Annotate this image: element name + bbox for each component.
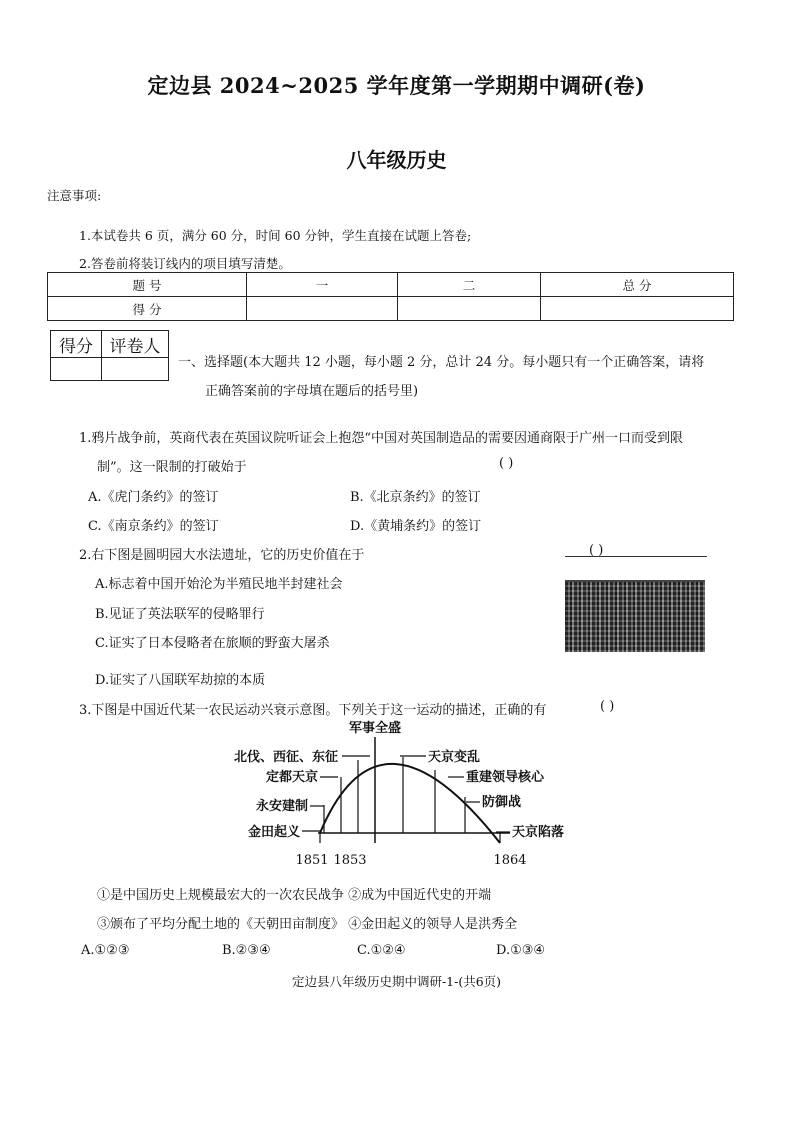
q3-option-d: D.①③④: [496, 943, 546, 958]
q1-option-d: D.《黄埔条约》的签订: [350, 519, 482, 534]
score-header-number: 题 号: [48, 273, 247, 297]
label-right-3: 防御战: [482, 795, 522, 810]
year-1864: 1864: [493, 853, 527, 868]
q1-stem: 1.鸦片战争前，英商代表在英国议院听证会上抱怨“中国对英国制造品的需要因通商限于广州一口而受到限: [79, 431, 684, 446]
exam-subtitle: 八年级历史: [346, 148, 447, 172]
q3-statement-2: ③颁布了平均分配土地的《天朝田亩制度》 ④金田起义的领导人是洪秀全: [97, 917, 518, 932]
score-cell-total[interactable]: [541, 297, 734, 321]
score-table: [47, 272, 734, 321]
q1-option-c: C.《南京条约》的签订: [88, 519, 219, 534]
q2-stem: 2.右下图是圆明园大水法遗址，它的历史价值在于: [79, 548, 365, 563]
page-footer: 定边县八年级历史期中调研-1-(共6页): [291, 974, 502, 989]
q2-bracket: ( ): [589, 543, 604, 558]
yuanmingyuan-ruins-photo: [565, 580, 705, 652]
label-right-4: 天京陷落: [512, 825, 565, 840]
grader-table: [50, 330, 169, 381]
q2-option-a: A.标志着中国开始沦为半殖民地半封建社会: [95, 577, 343, 592]
notice-heading: 注意事项:: [47, 188, 102, 203]
grader-score-label: 得分: [51, 331, 102, 358]
q2-option-c: C.证实了日本侵略者在旅顺的野蛮大屠杀: [95, 636, 330, 651]
grader-name-label: 评卷人: [102, 331, 169, 358]
year-1853: 1853: [333, 853, 367, 868]
section1-heading: 一、选择题(本大题共 12 小题，每小题 2 分，总计 24 分。每小题只有一个正确答案，请将: [178, 355, 705, 370]
label-left-1: 北伐、西征、东征: [233, 750, 338, 765]
score-cell-part2[interactable]: [398, 297, 541, 321]
label-left-3: 永安建制: [255, 799, 308, 814]
notice-item-1: 1.本试卷共 6 页，满分 60 分，时间 60 分钟，学生直接在试题上答卷;: [79, 228, 472, 243]
score-row-label: 得 分: [48, 297, 247, 321]
score-header-total: 总 分: [541, 273, 734, 297]
q1-bracket: ( ): [499, 456, 514, 471]
q3-option-b: B.②③④: [222, 943, 271, 958]
q2-option-d: D.证实了八国联军劫掠的本质: [95, 673, 266, 688]
grader-score-cell[interactable]: [51, 358, 102, 381]
label-right-2: 重建领导核心: [466, 770, 545, 785]
notice-item-2: 2.答卷前将装订线内的项目填写清楚。: [79, 256, 291, 271]
q3-statement-1: ①是中国历史上规模最宏大的一次农民战争 ②成为中国近代史的开端: [97, 888, 492, 903]
grader-name-cell[interactable]: [102, 358, 169, 381]
label-right-1: 天京变乱: [428, 750, 481, 765]
q3-option-a: A.①②③: [81, 943, 130, 958]
q3-stem: 3.下图是中国近代某一农民运动兴衰示意图。下列关于这一运动的描述，正确的有: [79, 703, 547, 718]
q1-stem-cont: 制”。这一限制的打破始于: [97, 460, 247, 475]
q2-bracket-line: [565, 556, 707, 557]
score-header-part1: 一: [247, 273, 398, 297]
label-peak: 军事全盛: [348, 721, 402, 736]
q3-option-c: C.①②④: [357, 943, 406, 958]
score-header-part2: 二: [398, 273, 541, 297]
q3-bracket: ( ): [600, 699, 615, 714]
label-left-4: 金田起义: [247, 825, 300, 840]
q1-option-a: A.《虎门条约》的签订: [88, 490, 219, 505]
q1-option-b: B.《北京条约》的签订: [350, 490, 481, 505]
q2-option-b: B.见证了英法联军的侵略罪行: [95, 607, 265, 622]
score-cell-part1[interactable]: [247, 297, 398, 321]
section1-heading-cont: 正确答案前的字母填在题后的括号里): [205, 384, 419, 399]
taiping-movement-diagram: [210, 715, 600, 875]
year-1851: 1851: [295, 853, 329, 868]
label-left-2: 定都天京: [265, 770, 318, 785]
exam-title: 定边县 2024~2025 学年度第一学期期中调研(卷): [147, 73, 646, 98]
